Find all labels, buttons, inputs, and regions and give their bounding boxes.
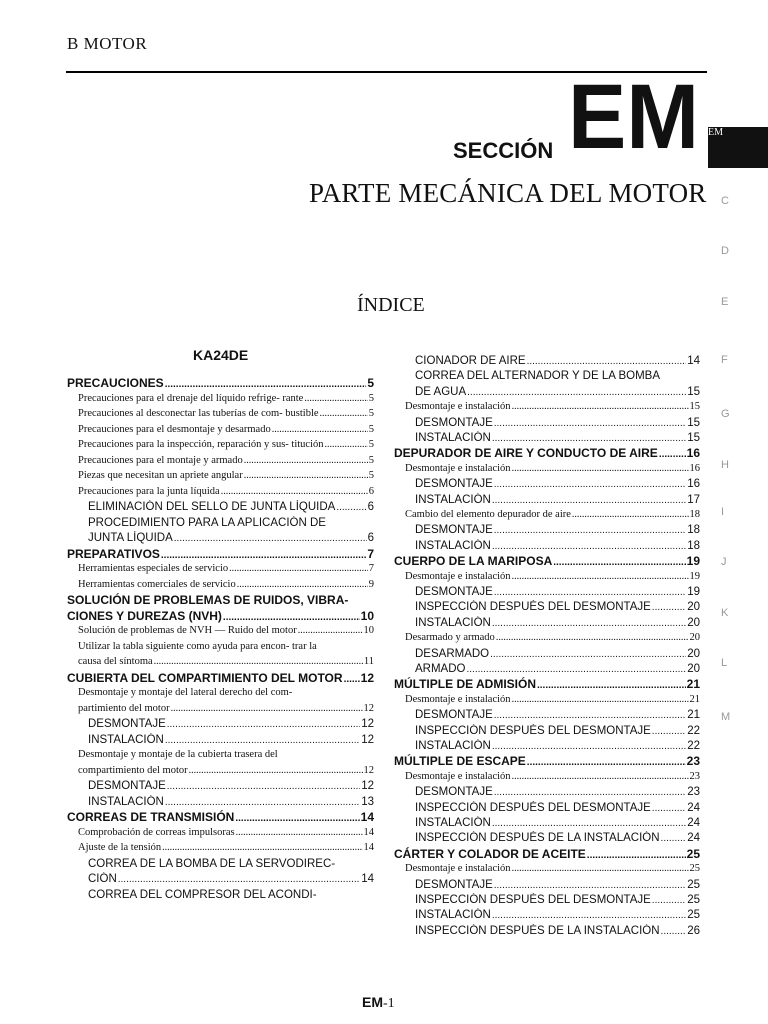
section-title: PARTE MECÁNICA DEL MOTOR xyxy=(309,178,707,208)
toc-entry[interactable] xyxy=(67,810,374,825)
toc-entry[interactable] xyxy=(415,878,700,893)
toc-leader-dots xyxy=(165,796,360,810)
toc-entry-page: 23 xyxy=(689,770,700,782)
toc-entry-page: 18 xyxy=(689,509,700,520)
side-tab-letter[interactable]: I xyxy=(721,506,725,518)
toc-entry-title: causa del síntoma xyxy=(78,656,153,667)
toc-entry-title: PRECAUCIONES xyxy=(67,376,164,390)
toc-entry-page: 19 xyxy=(687,586,700,598)
side-tab-letter[interactable]: M xyxy=(721,711,731,723)
toc-entry[interactable] xyxy=(78,841,374,856)
toc-leader-dots xyxy=(652,725,686,739)
toc-entry[interactable] xyxy=(88,531,374,546)
subsection-title: KA24DE xyxy=(193,347,249,363)
toc-entry-title: MÚLTIPLE DE ADMISIÓN xyxy=(394,677,536,692)
toc-entry[interactable] xyxy=(78,454,374,469)
toc-entry-title: Cambio del elemento depurador de aire xyxy=(405,509,571,520)
toc-entry-title: Utilizar la tabla siguiente como ayuda para encon- trar la xyxy=(78,640,317,652)
side-tab-letter[interactable]: K xyxy=(721,607,729,619)
toc-entry[interactable] xyxy=(415,647,700,662)
toc-entry[interactable] xyxy=(415,893,700,908)
toc-entry-page: 16 xyxy=(689,462,700,474)
toc-entry[interactable] xyxy=(405,570,700,585)
toc-entry[interactable] xyxy=(78,686,374,701)
toc-leader-dots xyxy=(492,740,686,754)
toc-leader-dots xyxy=(494,417,686,431)
toc-leader-dots xyxy=(167,780,360,794)
toc-entry-title: PREPARATIVOS xyxy=(67,546,160,561)
toc-entry-page: 20 xyxy=(687,616,700,629)
toc-leader-dots xyxy=(512,770,689,784)
toc-entry-page: 20 xyxy=(689,632,700,644)
toc-leader-dots xyxy=(492,494,686,508)
toc-entry-page: 5 xyxy=(368,470,374,481)
toc-leader-dots xyxy=(167,718,360,732)
toc-leader-dots xyxy=(174,532,367,546)
toc-entry-title: Ajuste de la tensión xyxy=(78,842,162,853)
toc-entry-page: 5 xyxy=(368,439,374,450)
toc-leader-dots xyxy=(661,925,687,939)
toc-entry[interactable] xyxy=(88,888,374,903)
toc-entry-title: Precauciones al desconectar las tuberías de com- bustible xyxy=(78,408,319,419)
toc-entry-title: ELIMINACIÓN DEL SELLO DE JUNTA LÍQUIDA xyxy=(88,501,336,513)
toc-leader-dots xyxy=(652,894,686,908)
toc-entry-title: Desmontaje e instalación xyxy=(405,770,511,782)
toc-entry-title: Desarmado y armado xyxy=(405,632,495,644)
toc-entry-page: 16 xyxy=(687,478,700,491)
toc-leader-dots xyxy=(490,648,686,662)
toc-entry[interactable] xyxy=(405,400,700,415)
toc-entry-page: 5 xyxy=(368,454,374,466)
toc-entry-page: 15 xyxy=(687,432,700,444)
toc-entry-page: 20 xyxy=(687,647,700,660)
group-title: B MOTOR xyxy=(67,34,148,53)
toc-entry-title: Desmontaje e instalación xyxy=(405,863,511,875)
toc-entry-title: CORREA DEL ALTERNADOR Y DE LA BOMBA xyxy=(415,370,660,383)
toc-leader-dots xyxy=(494,709,686,723)
toc-entry-page: 25 xyxy=(687,909,700,922)
toc-leader-dots xyxy=(572,508,689,522)
toc-leader-dots xyxy=(496,631,689,645)
toc-leader-dots xyxy=(298,624,363,638)
toc-entry-page: 12 xyxy=(363,702,374,714)
toc-leader-dots xyxy=(527,756,686,769)
toc-entry-title: INSPECCIÓN DESPUÉS DEL DESMONTAJE xyxy=(415,724,651,737)
toc-entry[interactable] xyxy=(78,485,374,500)
toc-entry-title: CUERPO DE LA MARIPOSA xyxy=(394,554,553,569)
toc-leader-dots xyxy=(189,764,363,778)
toc-entry-page: 19 xyxy=(686,554,700,569)
toc-entry-page: 12 xyxy=(361,780,374,792)
toc-entry[interactable] xyxy=(88,779,374,794)
toc-entry-title: Comprobación de correas impulsoras xyxy=(78,826,235,838)
toc-entry[interactable] xyxy=(78,423,374,438)
toc-entry-title: INSTALACIÓN xyxy=(415,432,491,444)
toc-leader-dots xyxy=(512,400,689,414)
toc-entry[interactable] xyxy=(78,578,374,593)
toc-entry[interactable] xyxy=(78,562,374,577)
toc-leader-dots xyxy=(236,826,363,840)
toc-entry-page: 19 xyxy=(689,570,700,582)
toc-entry-title: DEPURADOR DE AIRE Y CONDUCTO DE AIRE xyxy=(394,446,658,461)
toc-leader-dots xyxy=(161,549,366,562)
toc-entry-title: INSPECCIÓN DESPUÉS DEL DESMONTAJE xyxy=(415,894,651,906)
toc-entry[interactable] xyxy=(78,640,374,655)
toc-leader-dots xyxy=(492,909,686,923)
toc-entry-title: INSTALACIÓN xyxy=(415,493,491,506)
toc-entry-page: 25 xyxy=(686,846,700,861)
toc-entry-page: 5 xyxy=(367,376,374,390)
toc-leader-dots xyxy=(492,617,686,631)
toc-entry-title: DESMONTAJE xyxy=(415,478,493,491)
toc-entry[interactable] xyxy=(405,770,700,785)
toc-entry-title: Desmontaje y montaje de la cubierta trasera del xyxy=(78,749,278,760)
toc-entry[interactable] xyxy=(67,376,374,391)
toc-entry-title: INSPECCIÓN DESPUÉS DEL DESMONTAJE xyxy=(415,801,651,814)
toc-entry-page: 7 xyxy=(368,563,374,574)
toc-entry-title: DESMONTAJE xyxy=(415,709,493,722)
toc-entry-page: 23 xyxy=(687,786,700,799)
side-tab-letter[interactable]: E xyxy=(721,296,729,308)
toc-entry[interactable] xyxy=(415,416,700,431)
toc-leader-dots xyxy=(494,879,686,893)
toc-leader-dots xyxy=(652,601,686,615)
toc-entry-title: partimiento del motor xyxy=(78,702,170,714)
toc-entry-title: Piezas que necesitan un apriete angular xyxy=(78,470,243,481)
toc-entry[interactable] xyxy=(415,908,700,923)
toc-leader-dots xyxy=(344,673,360,686)
toc-entry-title: Desmontaje e instalación xyxy=(405,570,511,582)
toc-entry[interactable] xyxy=(88,733,374,748)
toc-entry-page: 14 xyxy=(363,826,374,838)
toc-entry-title: INSPECCIÓN DESPUÉS DEL DESMONTAJE xyxy=(415,601,651,614)
toc-entry-page: 10 xyxy=(360,608,374,623)
toc-entry[interactable] xyxy=(67,609,374,624)
toc-entry-title: INSTALACIÓN xyxy=(415,539,491,552)
toc-entry-title: Desmontaje y montaje del lateral derecho del com- xyxy=(78,687,293,698)
toc-entry[interactable] xyxy=(405,862,700,877)
toc-leader-dots xyxy=(512,462,689,476)
toc-leader-dots xyxy=(553,556,685,569)
toc-entry[interactable] xyxy=(405,508,700,523)
toc-entry[interactable] xyxy=(415,600,700,615)
toc-leader-dots xyxy=(661,832,687,846)
toc-entry[interactable] xyxy=(415,924,700,939)
toc-entry-page: 23 xyxy=(686,754,700,769)
footer-section-code: EM xyxy=(362,994,383,1010)
toc-entry-page: 15 xyxy=(687,416,700,429)
toc-entry-title: compartimiento del motor xyxy=(78,764,188,776)
toc-entry-page: 22 xyxy=(687,740,700,752)
side-tab-letter[interactable]: L xyxy=(721,657,728,669)
toc-entry-title: Precauciones para el montaje y armado xyxy=(78,454,243,466)
toc-leader-dots xyxy=(229,562,368,576)
toc-leader-dots xyxy=(272,423,368,437)
toc-leader-dots xyxy=(237,578,368,592)
toc-entry[interactable] xyxy=(67,547,374,562)
toc-leader-dots xyxy=(325,438,368,452)
toc-leader-dots xyxy=(154,655,363,669)
toc-entry-page: 21 xyxy=(687,709,700,722)
toc-entry-title: Precauciones para la junta líquida xyxy=(78,485,220,497)
toc-entry-title: DESMONTAJE xyxy=(415,524,493,537)
toc-leader-dots xyxy=(492,540,686,554)
toc-entry[interactable] xyxy=(78,407,374,422)
toc-entry-title: JUNTA LÍQUIDA xyxy=(88,532,173,544)
toc-leader-dots xyxy=(512,693,689,707)
toc-entry-page: 20 xyxy=(687,601,700,614)
toc-entry[interactable] xyxy=(415,831,700,846)
toc-leader-dots xyxy=(162,841,362,855)
toc-leader-dots xyxy=(244,454,368,468)
toc-entry-page: 6 xyxy=(367,501,374,513)
toc-entry-title: Desmontaje e instalación xyxy=(405,462,511,474)
toc-leader-dots xyxy=(494,524,686,538)
toc-entry-title: CÁRTER Y COLADOR DE ACEITE xyxy=(394,846,586,861)
side-tab-letter[interactable]: G xyxy=(721,408,730,420)
toc-entry-page: 6 xyxy=(367,532,374,544)
toc-entry[interactable] xyxy=(415,369,700,384)
toc-entry-page: 12 xyxy=(361,718,374,730)
toc-entry[interactable] xyxy=(88,717,374,732)
toc-entry-title: CIONES Y DUREZAS (NVH) xyxy=(67,608,222,623)
toc-entry[interactable] xyxy=(405,462,700,477)
toc-leader-dots xyxy=(512,862,689,876)
toc-entry[interactable] xyxy=(415,523,700,538)
toc-entry[interactable] xyxy=(88,795,374,810)
toc-entry-title: Herramientas comerciales de servicio xyxy=(78,578,236,590)
toc-entry-title: CUBIERTA DEL COMPARTIMIENTO DEL MOTOR xyxy=(67,670,343,685)
toc-entry[interactable] xyxy=(67,671,374,686)
side-tab-letter[interactable]: J xyxy=(721,556,727,568)
toc-entry-page: 25 xyxy=(687,878,700,891)
toc-entry-page: 5 xyxy=(368,392,374,404)
toc-entry[interactable] xyxy=(67,593,374,608)
side-tab-label: EM xyxy=(708,127,723,138)
toc-entry-page: 14 xyxy=(360,810,374,824)
toc-entry-title: DE AGUA xyxy=(415,385,467,398)
toc-entry-title: Herramientas especiales de servicio xyxy=(78,563,229,574)
toc-leader-dots xyxy=(494,786,686,800)
toc-entry[interactable] xyxy=(88,500,374,515)
toc-entry-page: 18 xyxy=(687,539,700,552)
toc-entry-page: 22 xyxy=(687,724,700,737)
toc-entry-page: 17 xyxy=(687,493,700,506)
toc-entry-title: DESARMADO xyxy=(415,647,490,660)
toc-entry-title: Desmontaje e instalación xyxy=(405,401,511,413)
index-title: ÍNDICE xyxy=(357,294,425,316)
toc-leader-dots xyxy=(494,586,686,600)
toc-entry-page: 21 xyxy=(689,693,700,705)
toc-entry-title: MÚLTIPLE DE ESCAPE xyxy=(394,754,526,769)
toc-entry-title: DESMONTAJE xyxy=(88,718,166,730)
toc-leader-dots xyxy=(336,501,366,515)
toc-leader-dots xyxy=(587,849,686,862)
toc-entry[interactable] xyxy=(415,385,700,400)
toc-entry[interactable] xyxy=(88,516,374,531)
toc-entry-title: INSTALACIÓN xyxy=(88,795,164,808)
toc-entry-page: 26 xyxy=(687,924,700,937)
toc-entry-page: 21 xyxy=(686,677,700,692)
toc-entry[interactable] xyxy=(78,438,374,453)
toc-entry-page: 24 xyxy=(687,801,700,814)
toc-leader-dots xyxy=(320,407,368,421)
toc-leader-dots xyxy=(537,679,686,692)
toc-entry-title: CORREA DE LA BOMBA DE LA SERVODIREC- xyxy=(88,857,336,870)
toc-leader-dots xyxy=(304,392,367,406)
toc-entry-page: 15 xyxy=(687,385,700,398)
toc-entry-title: DESMONTAJE xyxy=(88,780,166,792)
toc-entry[interactable] xyxy=(78,624,374,639)
toc-entry-title: INSTALACIÓN xyxy=(415,909,491,922)
toc-leader-dots xyxy=(165,734,360,748)
toc-leader-dots xyxy=(244,469,368,483)
toc-entry[interactable] xyxy=(78,702,374,717)
toc-leader-dots xyxy=(165,378,367,391)
toc-leader-dots xyxy=(492,817,686,831)
toc-entry-page: 18 xyxy=(687,524,700,537)
toc-entry-page: 5 xyxy=(368,423,374,435)
toc-entry-title: INSTALACIÓN xyxy=(415,740,491,752)
toc-entry-title: Solución de problemas de NVH — Ruido del motor xyxy=(78,625,297,636)
toc-entry[interactable] xyxy=(415,493,700,508)
toc-entry-page: 16 xyxy=(686,446,700,461)
toc-entry[interactable] xyxy=(78,826,374,841)
toc-entry-title: CIÓN xyxy=(88,873,117,885)
toc-leader-dots xyxy=(467,386,686,400)
toc-entry[interactable] xyxy=(415,724,700,739)
toc-entry-title: ARMADO xyxy=(415,663,466,675)
toc-entry[interactable] xyxy=(88,872,374,887)
toc-entry-title: Precauciones para el drenaje del líquido refrige- rante xyxy=(78,392,304,404)
toc-entry-title: SOLUCIÓN DE PROBLEMAS DE RUIDOS, VIBRA- xyxy=(67,593,349,607)
toc-entry-page: 24 xyxy=(687,817,700,829)
toc-entry-title: PROCEDIMIENTO PARA LA APLICACIÓN DE xyxy=(88,516,326,529)
toc-entry[interactable] xyxy=(394,677,700,692)
toc-entry[interactable] xyxy=(415,539,700,554)
toc-entry[interactable] xyxy=(394,446,700,461)
toc-entry-title: INSTALACIÓN xyxy=(415,817,491,829)
toc-entry-title: DESMONTAJE xyxy=(415,786,493,799)
toc-entry[interactable] xyxy=(415,477,700,492)
toc-entry[interactable] xyxy=(415,616,700,631)
toc-entry-page: 15 xyxy=(689,401,700,413)
side-tab-letter[interactable]: H xyxy=(721,459,729,471)
toc-entry[interactable] xyxy=(78,392,374,407)
toc-entry[interactable] xyxy=(78,748,374,763)
toc-entry[interactable] xyxy=(78,655,374,670)
toc-entry[interactable] xyxy=(394,847,700,862)
toc-entry[interactable] xyxy=(415,662,700,677)
toc-entry-title: CORREAS DE TRANSMISIÓN xyxy=(67,810,235,824)
toc-leader-dots xyxy=(221,485,368,499)
page-footer xyxy=(362,994,395,1012)
toc-entry-page: 14 xyxy=(361,873,374,885)
side-tab-letter[interactable]: F xyxy=(721,354,728,366)
toc-leader-dots xyxy=(659,448,686,461)
toc-entry-page: 24 xyxy=(687,832,700,845)
toc-entry-title: INSTALACIÓN xyxy=(415,616,491,629)
toc-entry[interactable] xyxy=(394,754,700,769)
toc-entry[interactable] xyxy=(415,785,700,800)
toc-entry[interactable] xyxy=(415,708,700,723)
toc-leader-dots xyxy=(512,570,689,584)
toc-entry[interactable] xyxy=(415,354,700,369)
side-tab-letter[interactable]: D xyxy=(721,245,729,257)
toc-entry-page: 6 xyxy=(368,485,374,497)
side-tab-letter[interactable]: C xyxy=(721,195,729,207)
toc-entry-page: 12 xyxy=(363,764,374,776)
toc-entry-page: 10 xyxy=(363,625,374,636)
toc-leader-dots xyxy=(171,702,363,716)
toc-entry-page: 25 xyxy=(689,863,700,875)
toc-entry-page: 14 xyxy=(363,842,374,853)
toc-entry[interactable] xyxy=(394,554,700,569)
toc-leader-dots xyxy=(223,611,360,624)
toc-entry-page: 12 xyxy=(360,670,374,685)
seccion-label: SECCIÓN xyxy=(453,138,554,163)
toc-entry[interactable] xyxy=(88,857,374,872)
toc-entry-title: CORREA DEL COMPRESOR DEL ACONDI- xyxy=(88,888,317,901)
toc-entry[interactable] xyxy=(78,764,374,779)
toc-entry[interactable] xyxy=(415,801,700,816)
toc-entry[interactable] xyxy=(415,431,700,446)
toc-entry-title: DESMONTAJE xyxy=(415,586,493,598)
toc-entry[interactable] xyxy=(415,739,700,754)
toc-entry-title: INSPECCIÓN DESPUÉS DE LA INSTALACIÓN xyxy=(415,924,660,937)
toc-entry-title: Precauciones para el desmontaje y desarmado xyxy=(78,423,271,435)
toc-entry-page: 9 xyxy=(368,578,374,590)
toc-entry-page: 7 xyxy=(367,546,374,561)
toc-entry-title: INSPECCIÓN DESPUÉS DE LA INSTALACIÓN xyxy=(415,832,660,845)
toc-leader-dots xyxy=(235,812,359,825)
toc-entry-page: 13 xyxy=(361,795,374,808)
toc-leader-dots xyxy=(527,355,687,369)
toc-entry-page: 20 xyxy=(687,663,700,675)
toc-entry[interactable] xyxy=(78,469,374,484)
toc-entry-title: DESMONTAJE xyxy=(415,878,493,891)
toc-entry[interactable] xyxy=(405,631,700,646)
side-tab-active[interactable] xyxy=(708,127,768,168)
toc-entry[interactable] xyxy=(405,693,700,708)
toc-entry[interactable] xyxy=(415,585,700,600)
toc-entry-title: INSTALACIÓN xyxy=(88,733,164,746)
toc-leader-dots xyxy=(118,873,360,887)
toc-entry-page: 25 xyxy=(687,894,700,906)
toc-leader-dots xyxy=(492,432,686,446)
toc-leader-dots xyxy=(466,663,686,677)
toc-entry[interactable] xyxy=(415,816,700,831)
toc-entry-title: Desmontaje e instalación xyxy=(405,693,511,705)
toc-entry-page: 12 xyxy=(361,733,374,746)
section-code: EM xyxy=(568,66,700,168)
toc-entry-title: Precauciones para la inspección, reparación y sus- titución xyxy=(78,439,324,450)
footer-page-number: -1 xyxy=(383,996,395,1011)
toc-entry-title: CIONADOR DE AIRE xyxy=(415,355,526,367)
toc-entry-page: 14 xyxy=(687,355,700,367)
toc-leader-dots xyxy=(494,478,686,492)
toc-entry-page: 11 xyxy=(363,656,374,667)
toc-leader-dots xyxy=(652,802,686,816)
toc-entry-page: 5 xyxy=(368,408,374,419)
toc-entry-title: DESMONTAJE xyxy=(415,416,493,429)
